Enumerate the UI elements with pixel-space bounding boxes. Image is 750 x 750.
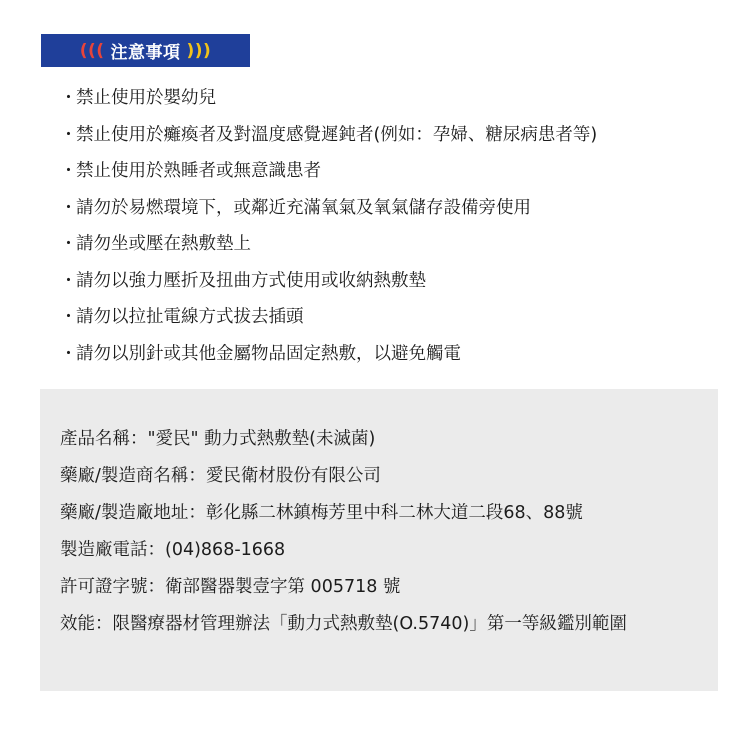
bullet-icon: ・	[60, 197, 77, 218]
warning-item	[60, 121, 597, 158]
bullet-icon: ・	[60, 88, 77, 108]
warning-item	[60, 84, 597, 121]
warning-text: 禁止使用於熟睡者或無意識患者	[76, 161, 321, 181]
warning-item	[60, 340, 597, 377]
warning-item	[60, 157, 597, 194]
warning-item	[60, 194, 597, 231]
warning-list	[60, 84, 597, 376]
warning-text: 請勿以強力壓折及扭曲方式使用或收納熱敷墊	[76, 270, 426, 291]
warning-text: 請勿以別針或其他金屬物品固定熱敷，以避免觸電	[76, 343, 461, 364]
product-name-line: 產品名稱："愛民" 動力式熱敷墊(未滅菌)	[60, 429, 376, 449]
bullet-icon: ・	[60, 307, 77, 327]
warning-item	[60, 303, 597, 340]
efficacy-line: 效能：限醫療器材管理辦法「動力式熱敷墊(O.5740)」第一等級鑑別範圍	[60, 614, 627, 634]
warning-text: 請勿坐或壓在熱敷墊上	[76, 234, 251, 254]
bullet-icon: ・	[60, 161, 77, 181]
manufacturer-address-line: 藥廠/製造廠地址：彰化縣二林鎮梅芳里中科二林大道二段68、88號	[60, 503, 583, 523]
section-header	[41, 34, 250, 67]
bullet-icon: ・	[60, 343, 77, 364]
warning-text: 請勿於易燃環境下，或鄰近充滿氧氣及氧氣儲存設備旁使用	[76, 197, 531, 218]
bullet-icon: ・	[60, 234, 77, 254]
bullet-icon: ・	[60, 124, 77, 145]
bullet-icon: ・	[60, 270, 77, 291]
product-info-panel	[40, 389, 718, 691]
signal-waves-left-icon: (((	[79, 40, 105, 61]
license-number-line: 許可證字號：衛部醫器製壹字第 005718 號	[60, 577, 401, 597]
section-title: 注意事項	[110, 43, 181, 63]
manufacturer-name-line: 藥廠/製造商名稱：愛民衛材股份有限公司	[60, 466, 381, 486]
manufacturer-phone-line: 製造廠電話：(04)868-1668	[60, 540, 286, 560]
warning-text: 禁止使用於癱瘓者及對溫度感覺遲鈍者(例如：孕婦、糖尿病患者等)	[76, 124, 598, 145]
warning-text: 請勿以拉扯電線方式拔去插頭	[76, 307, 304, 327]
product-info-list	[60, 425, 627, 647]
signal-waves-right-icon: )))	[186, 40, 212, 61]
warning-item	[60, 230, 597, 267]
warning-item	[60, 267, 597, 304]
warning-text: 禁止使用於嬰幼兒	[76, 88, 216, 108]
